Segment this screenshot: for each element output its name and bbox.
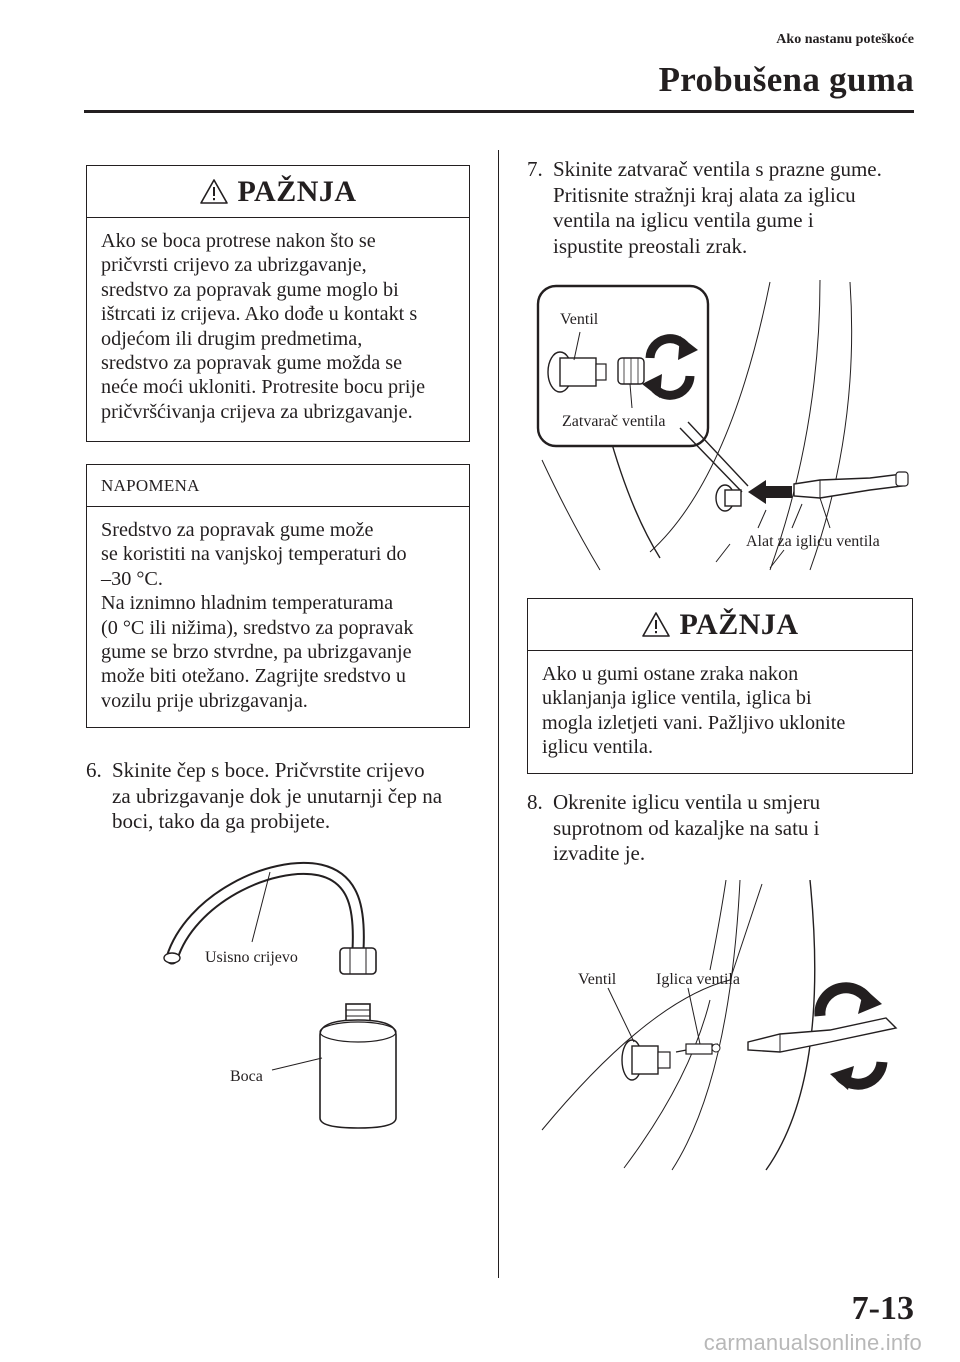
bottle-hose-figure: [150, 830, 450, 1130]
step-text: Skinite zatvarač ventila s prazne gume. Pritisnite stražnji kraj alata za iglicu ventila na iglicu ventila gume i ispustite preostali zrak.: [553, 157, 882, 258]
step-6: [86, 758, 486, 835]
warning-triangle-icon: [199, 178, 229, 205]
step-number: 8.: [527, 790, 543, 814]
caution-header: [528, 599, 912, 651]
step-number: 7.: [527, 157, 543, 181]
caution-text: Ako se boca protrese nakon što se pričvrsti crijevo za ubrizgavanje, sredstvo za popravak gume moglo bi ištrcati iz crijeva. Ako dođe u kontakt s odjećom ili drugim predmetima, sredstvo za popravak gume možda se neće moći ukloniti. Protresite bocu prije pričvršćivanja crijeva za ubrizgavanje.: [101, 230, 426, 423]
step-8: [527, 790, 927, 867]
step-text: Skinite čep s boce. Pričvrstite crijevo za ubrizgavanje dok je unutarnji čep na boci, tako da ga probijete.: [112, 758, 443, 833]
caution-title: PAŽNJA: [237, 174, 357, 208]
page-number: 7-13: [851, 1290, 914, 1327]
cap-label: Zatvarač ventila: [562, 413, 666, 430]
page-title: Probušena guma: [658, 60, 914, 99]
note-text: Sredstvo za popravak gume može se koristiti na vanjskoj temperaturi do –30 °C. Na iznimno hladnim temperaturama (0 °C ili nižima), sredstvo za popravak gume se brzo stvrdne, pa ubrizgavanje može biti otežano. Zagrijte sredstvo u vozilu prije ubrizgavanja.: [101, 519, 414, 712]
step-text: Okrenite iglicu ventila u smjeru suprotnom od kazaljke na satu i izvadite je.: [553, 790, 821, 865]
caution-text: Ako u gumi ostane zraka nakon uklanjanja iglice ventila, iglica bi mogla izletjeti vani. Pažljivo uklonite iglicu ventila.: [542, 663, 846, 759]
note-box: [86, 464, 470, 728]
warning-triangle-icon: [641, 611, 671, 638]
bottle-label: Boca: [230, 1068, 263, 1085]
caution-box-1: [86, 165, 470, 442]
header-rule: [84, 110, 914, 113]
step-7: [527, 157, 927, 259]
valve-core: [676, 1044, 720, 1054]
valve-label: Ventil: [560, 311, 599, 328]
valve-cap-figure: [530, 280, 920, 580]
hose-label: Usisno crijevo: [205, 949, 298, 966]
caution-header: [87, 166, 469, 218]
valve-core-figure: [530, 880, 920, 1180]
watermark: carmanualsonline.info: [703, 1330, 922, 1355]
core-label: Iglica ventila: [656, 971, 740, 988]
note-title: NAPOMENA: [87, 465, 469, 507]
valve-label: Ventil: [578, 971, 617, 988]
caution-title: PAŽNJA: [679, 607, 799, 641]
column-divider: [498, 150, 499, 1278]
step-number: 6.: [86, 758, 102, 782]
tool-label: Alat za iglicu ventila: [746, 533, 880, 550]
caution-box-2: [527, 598, 913, 774]
section-heading: Ako nastanu poteškoće: [776, 32, 914, 47]
